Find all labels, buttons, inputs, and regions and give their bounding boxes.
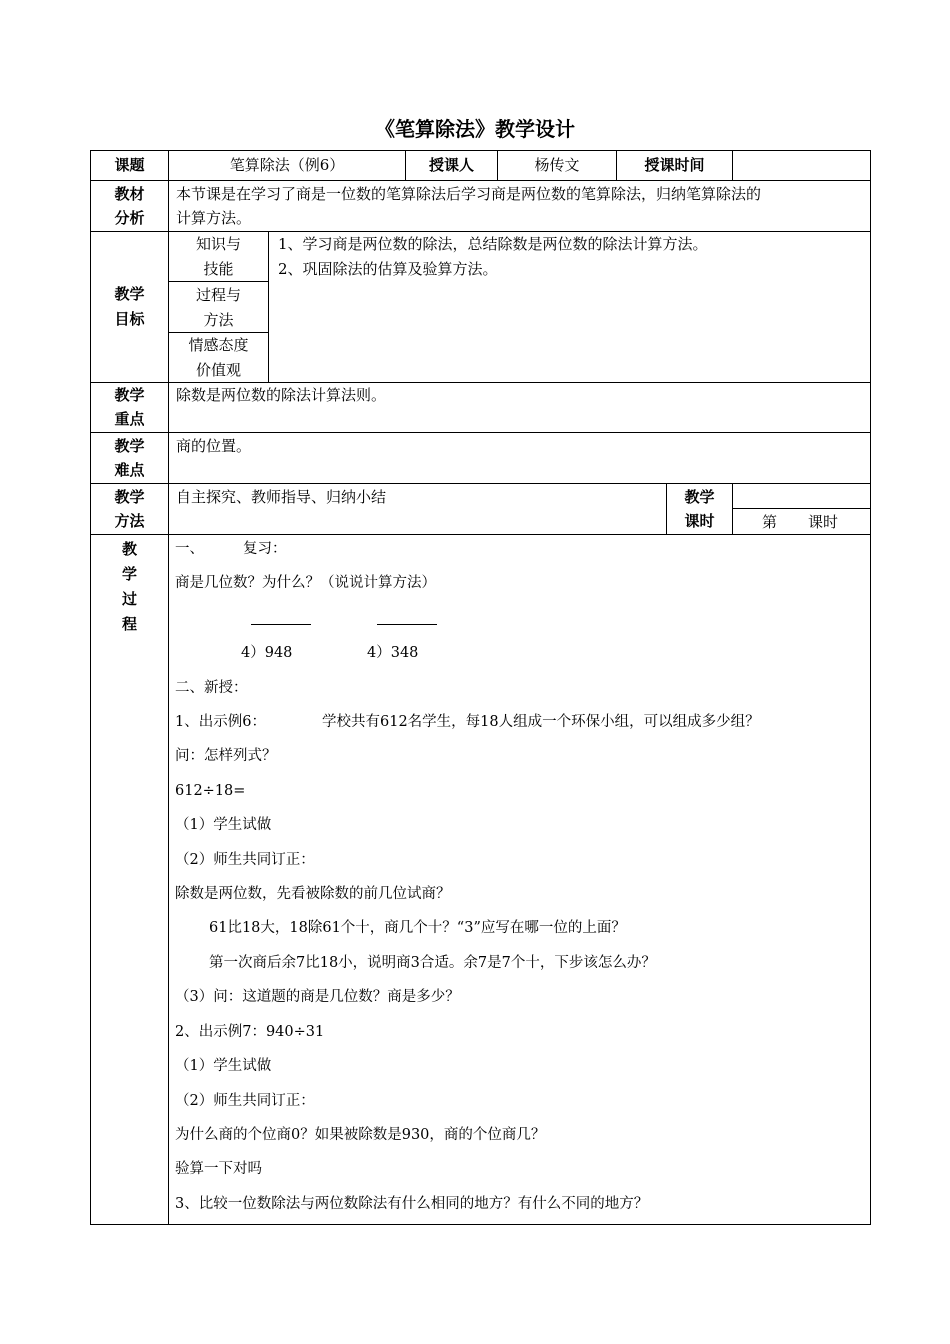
process-line: 第一次商后余7比18小，说明商3合适。余7是7个十，下步该怎么办？ xyxy=(209,955,656,971)
method-label: 教学 方法 xyxy=(114,488,145,530)
hours-unit: 课时 xyxy=(808,513,839,531)
goals-label: 教学 目标 xyxy=(114,285,145,328)
process-line: 1、出示例6： xyxy=(175,714,266,730)
analysis-label: 教材 分析 xyxy=(114,185,145,227)
process-line: 学校共有612名学生，每18人组成一个环保小组，可以组成多少组？ xyxy=(322,714,760,730)
process-line: （1）学生试做 xyxy=(175,1058,272,1074)
document-title: 《笔算除法》教学设计 xyxy=(375,117,575,141)
teacher-value: 杨传文 xyxy=(534,156,580,174)
process-line: 3、比较一位数除法与两位数除法有什么相同的地方？有什么不同的地方？ xyxy=(175,1196,649,1212)
difficulty-label: 教学 难点 xyxy=(114,437,145,479)
process-line: （2）师生共同订正： xyxy=(175,852,315,868)
process-line: 商是几位数？为什么？（说说计算方法） xyxy=(175,575,436,591)
process-label: 教 学 过 程 xyxy=(121,540,137,633)
difficulty-text: 商的位置。 xyxy=(176,437,252,455)
hours-ordinal: 第 xyxy=(762,513,778,531)
key-point-text: 除数是两位数的除法计算法则。 xyxy=(176,386,387,404)
process-line: 2、出示例7：940÷31 xyxy=(175,1024,325,1040)
time-value xyxy=(733,151,870,180)
goal-emotion-label: 情感态度 价值观 xyxy=(188,336,249,379)
goals-text: 1、学习商是两位数的除法，总结除数是两位数的除法计算方法。 2、巩固除法的估算及验算方法。 xyxy=(278,235,708,278)
goal-process-label: 过程与 方法 xyxy=(195,286,241,329)
process-line: 612÷18= xyxy=(175,783,246,799)
process-line: （2）师生共同订正： xyxy=(175,1093,315,1109)
process-line: （1）学生试做 xyxy=(175,817,272,833)
key-point-label: 教学 重点 xyxy=(114,386,145,428)
process-line: 为什么商的个位商0？如果被除数是930，商的个位商几？ xyxy=(175,1127,546,1143)
hours-value xyxy=(733,484,870,508)
analysis-text: 本节课是在学习了商是一位数的笔算除法后学习商是两位数的笔算除法，归纳笔算除法的 计算方法。 xyxy=(176,185,762,227)
method-text: 自主探究、教师指导、归纳小结 xyxy=(176,488,387,506)
division-bar xyxy=(377,624,437,625)
process-line: 问：怎样列式？ xyxy=(175,748,277,764)
division-problem: 4）348 xyxy=(367,645,419,661)
process-line: 二、新授： xyxy=(175,680,248,696)
teacher-label: 授课人 xyxy=(428,156,474,174)
process-line: 复习： xyxy=(243,541,287,557)
goal-knowledge-label: 知识与 技能 xyxy=(195,235,241,278)
division-problem: 4）948 xyxy=(241,645,293,661)
hours-label: 教学 课时 xyxy=(684,488,715,530)
process-line: 验算一下对吗 xyxy=(175,1161,262,1177)
division-bar xyxy=(251,624,311,625)
subject-label: 课题 xyxy=(114,156,145,174)
process-line: 61比18大，18除61个十，商几个十？“3”应写在哪一位的上面？ xyxy=(209,920,626,936)
process-line: （3）问：这道题的商是几位数？商是多少？ xyxy=(175,989,460,1005)
process-line: 除数是两位数，先看被除数的前几位试商？ xyxy=(175,886,451,902)
process-line: 一、 xyxy=(175,541,204,557)
time-label: 授课时间 xyxy=(644,156,705,174)
subject-value: 笔算除法（例6） xyxy=(229,156,345,174)
